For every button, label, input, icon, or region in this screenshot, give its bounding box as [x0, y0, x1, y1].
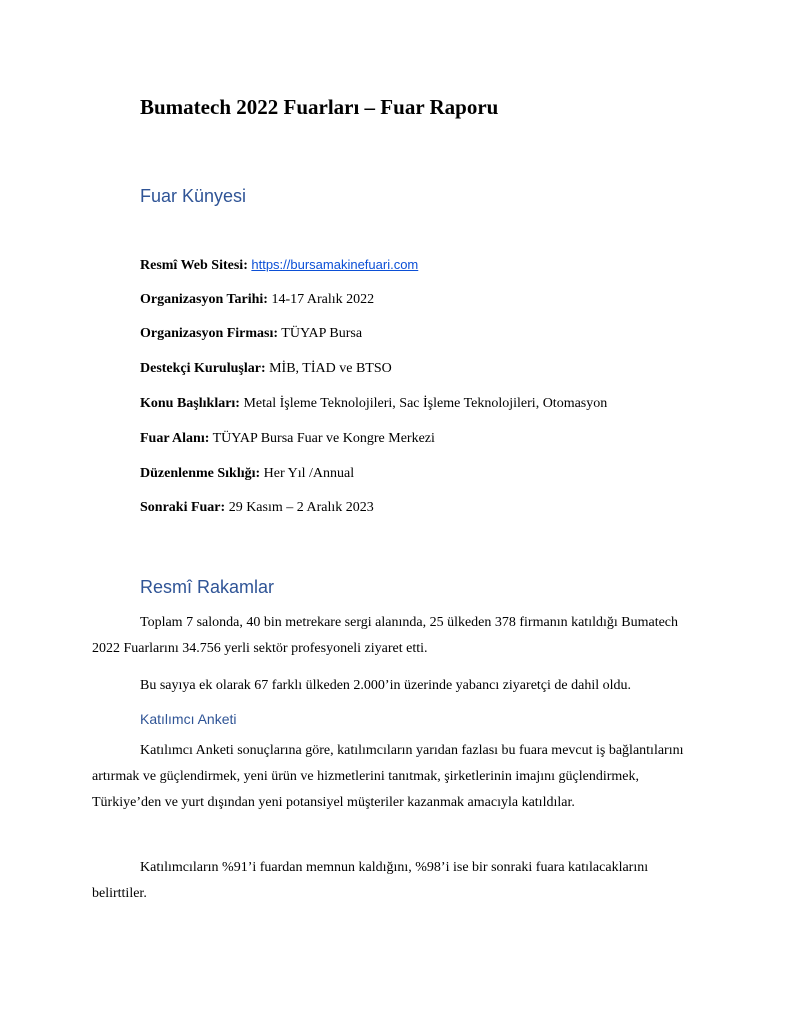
paragraph-satisfaction: Katılımcıların %91’i fuardan memnun kaldığını, %98’i ise bir sonraki fuara katılacaklarını belirttiler.	[92, 860, 649, 901]
section-heading-fuar-kunyesi: Fuar Künyesi	[140, 186, 247, 206]
info-label: Destekçi Kuruluşlar:	[140, 361, 266, 376]
info-row-frequency	[140, 466, 354, 482]
info-value: TÜYAP Bursa Fuar ve Kongre Merkezi	[212, 431, 435, 446]
paragraph-survey-results: Katılımcı Anketi sonuçlarına göre, katılımcıların yarıdan fazlası bu fuara mevcut iş bağlantılarını artırmak ve güçlendirmek, yeni ürün ve hizmetlerini tanıtmak, şirketlerinin imajını güçlendirmek, Türkiye’den ve yurt dışından yeni potansiyel müşteriler kazanmak amacıyla katıldılar.	[92, 743, 684, 810]
section-heading-katilimci-anketi: Katılımcı Anketi	[140, 711, 237, 727]
info-label: Resmî Web Sitesi:	[140, 258, 248, 273]
website-link[interactable]: https://bursamakinefuari.com	[251, 257, 419, 272]
info-value: MİB, TİAD ve BTSO	[269, 361, 392, 376]
info-label: Organizasyon Firması:	[140, 326, 279, 341]
info-label: Sonraki Fuar:	[140, 500, 226, 515]
info-row-venue	[140, 431, 435, 447]
info-value: Her Yıl /Annual	[263, 466, 355, 481]
info-row-supporters	[140, 361, 392, 377]
info-value: TÜYAP Bursa	[281, 326, 363, 341]
paragraph-official-figures: Toplam 7 salonda, 40 bin metrekare sergi alanında, 25 ülkeden 378 firmanın katıldığı Bumatech 2022 Fuarlarını 34.756 yerli sektör profesyoneli ziyaret etti.	[92, 615, 679, 656]
info-row-topics	[140, 396, 607, 412]
info-label: Konu Başlıkları:	[140, 396, 240, 411]
info-label: Fuar Alanı:	[140, 431, 210, 446]
document-title: Bumatech 2022 Fuarları – Fuar Raporu	[140, 95, 499, 119]
info-value: 29 Kasım – 2 Aralık 2023	[228, 500, 374, 515]
info-row-next-fair	[140, 500, 374, 516]
info-row-organizer	[140, 326, 362, 342]
info-value: Metal İşleme Teknolojileri, Sac İşleme Teknolojileri, Otomasyon	[243, 396, 608, 411]
info-row-website	[140, 257, 418, 274]
info-label: Düzenlenme Sıklığı:	[140, 466, 261, 481]
paragraph-foreign-visitors: Bu sayıya ek olarak 67 farklı ülkeden 2.000’in üzerinde yabancı ziyaretçi de dahil oldu.	[140, 678, 631, 693]
info-label: Organizasyon Tarihi:	[140, 292, 268, 307]
section-heading-resmi-rakamlar: Resmî Rakamlar	[140, 577, 275, 597]
info-value: 14-17 Aralık 2022	[271, 292, 375, 307]
info-row-date	[140, 292, 374, 308]
